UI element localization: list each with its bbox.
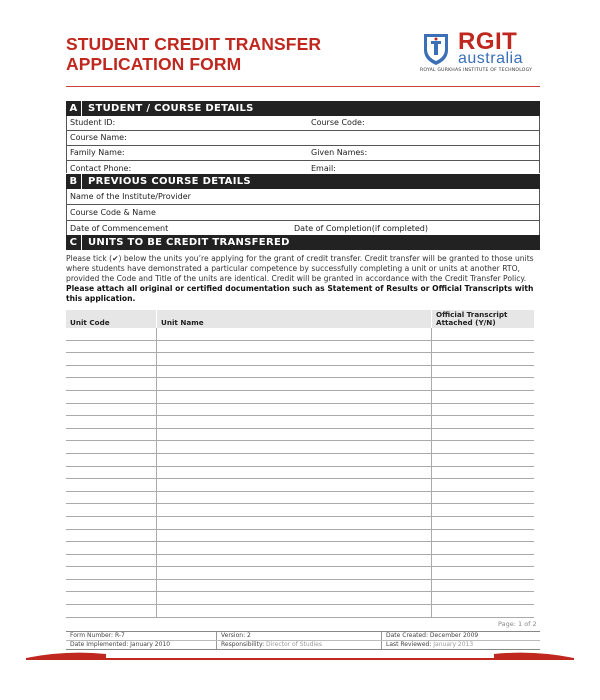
transcript-cell[interactable] [432, 365, 535, 378]
transcript-cell[interactable] [432, 453, 535, 466]
email-label: Email: [311, 164, 336, 173]
unit-name-cell[interactable] [157, 504, 432, 517]
table-row [66, 542, 534, 555]
logo-tagline: ROYAL GURKHAS INSTITUTE OF TECHNOLOGY [420, 68, 533, 73]
unit-name-cell[interactable] [157, 416, 432, 429]
unit-code-cell[interactable] [66, 428, 157, 441]
rgit-logo [420, 30, 540, 76]
instructions-bold-text: Please attach all original or certified documentation such as Statement of Results or Official Transcripts with this application. [66, 284, 534, 303]
table-row [66, 529, 534, 542]
section-c [66, 235, 540, 250]
unit-code-cell[interactable] [66, 403, 157, 416]
unit-code-cell[interactable] [66, 491, 157, 504]
contact-phone-row[interactable] [66, 161, 540, 173]
institute-label: Name of the Institute/Provider [70, 192, 191, 201]
units-table-body [66, 328, 534, 617]
logo-brand: RGIT [458, 28, 518, 55]
transcript-cell[interactable] [432, 542, 535, 555]
unit-code-cell[interactable] [66, 579, 157, 592]
section-a-letter: A [66, 101, 82, 116]
unit-code-cell[interactable] [66, 340, 157, 353]
unit-code-cell[interactable] [66, 466, 157, 479]
instructions-paragraph [66, 254, 540, 304]
unit-code-cell[interactable] [66, 567, 157, 580]
header-divider [66, 86, 540, 87]
instructions-text: Please tick (✔) below the units you’re applying for the grant of credit transfer. Credit transfer will be granted to those units where students have demonstrated a particular competence by successfully completing a unit or units at another RTO, provided the Code and Title of the units are identical. Credit will be granted in accordance with the Credit Transfer Policy. [66, 254, 534, 283]
family-name-row[interactable] [66, 146, 540, 161]
unit-name-cell[interactable] [157, 516, 432, 529]
section-b-header [66, 174, 540, 189]
section-b-letter: B [66, 174, 82, 189]
table-row [66, 592, 534, 605]
transcript-cell[interactable] [432, 567, 535, 580]
family-name-label: Family Name: [70, 148, 125, 157]
unit-code-cell[interactable] [66, 554, 157, 567]
student-id-label: Student ID: [70, 118, 116, 127]
unit-name-cell[interactable] [157, 328, 432, 340]
date-completion-label: Date of Completion(if completed) [294, 224, 429, 233]
unit-name-cell[interactable] [157, 365, 432, 378]
unit-name-cell[interactable] [157, 441, 432, 454]
responsibility-value: Director of Studies [266, 641, 322, 648]
unit-name-cell[interactable] [157, 378, 432, 391]
unit-code-cell[interactable] [66, 529, 157, 542]
course-name-label: Course Name: [70, 133, 127, 142]
form-title-line1: STUDENT CREDIT TRANSFER [66, 34, 322, 54]
unit-code-cell[interactable] [66, 479, 157, 492]
section-b [66, 174, 540, 237]
unit-name-cell[interactable] [157, 340, 432, 353]
unit-code-cell[interactable] [66, 353, 157, 366]
page-number: Page: 1 of 2 [498, 620, 537, 628]
given-names-label: Given Names: [311, 148, 368, 157]
unit-code-cell[interactable] [66, 441, 157, 454]
table-row [66, 605, 534, 618]
transcript-cell[interactable] [432, 592, 535, 605]
unit-code-cell[interactable] [66, 365, 157, 378]
course-code-name-label: Course Code & Name [70, 208, 156, 217]
footer-swoosh [26, 650, 574, 660]
footer-row [66, 632, 540, 640]
unit-name-cell[interactable] [157, 466, 432, 479]
transcript-cell[interactable] [432, 328, 535, 340]
last-reviewed-label: Last Reviewed: [386, 641, 432, 648]
transcript-header: Official Transcript Attached (Y/N) [432, 310, 535, 328]
table-row [66, 466, 534, 479]
section-a-header [66, 101, 540, 116]
institute-row[interactable] [66, 189, 540, 205]
section-c-letter: C [66, 235, 82, 250]
transcript-cell[interactable] [432, 504, 535, 517]
course-code-label: Course Code: [311, 118, 365, 127]
unit-name-cell[interactable] [157, 554, 432, 567]
table-row [66, 353, 534, 366]
transcript-cell[interactable] [432, 403, 535, 416]
responsibility [217, 641, 382, 649]
transcript-cell[interactable] [432, 353, 535, 366]
table-row [66, 328, 534, 340]
shield-icon [422, 32, 450, 66]
table-row [66, 390, 534, 403]
transcript-cell[interactable] [432, 466, 535, 479]
unit-name-cell[interactable] [157, 605, 432, 618]
unit-code-cell[interactable] [66, 453, 157, 466]
responsibility-label: Responsibility: [221, 641, 265, 648]
transcript-cell[interactable] [432, 554, 535, 567]
course-code-name-row[interactable] [66, 205, 540, 221]
unit-code-cell[interactable] [66, 378, 157, 391]
form-title [66, 34, 321, 74]
transcript-cell[interactable] [432, 529, 535, 542]
transcript-cell[interactable] [432, 491, 535, 504]
transcript-cell[interactable] [432, 378, 535, 391]
date-commencement-label: Date of Commencement [70, 224, 169, 233]
section-a-title: STUDENT / COURSE DETAILS [88, 103, 254, 114]
table-row [66, 365, 534, 378]
unit-code-cell[interactable] [66, 516, 157, 529]
unit-code-cell[interactable] [66, 542, 157, 555]
table-row [66, 453, 534, 466]
unit-code-cell[interactable] [66, 504, 157, 517]
transcript-cell[interactable] [432, 579, 535, 592]
table-row [66, 441, 534, 454]
transcript-cell[interactable] [432, 340, 535, 353]
section-b-title: PREVIOUS COURSE DETAILS [88, 176, 251, 187]
document-footer [66, 631, 540, 650]
table-row [66, 579, 534, 592]
unit-code-cell[interactable] [66, 605, 157, 618]
unit-name-cell[interactable] [157, 542, 432, 555]
unit-name-cell[interactable] [157, 353, 432, 366]
unit-code-cell[interactable] [66, 592, 157, 605]
table-row [66, 416, 534, 429]
unit-name-cell[interactable] [157, 479, 432, 492]
table-row [66, 479, 534, 492]
date-implemented: Date Implemented: January 2010 [66, 641, 217, 649]
last-reviewed [382, 641, 540, 649]
unit-name-cell[interactable] [157, 529, 432, 542]
table-row [66, 491, 534, 504]
transcript-cell[interactable] [432, 516, 535, 529]
transcript-cell[interactable] [432, 416, 535, 429]
unit-name-header: Unit Name [157, 310, 432, 328]
table-row [66, 340, 534, 353]
section-c-header [66, 235, 540, 250]
contact-phone-label: Contact Phone: [70, 164, 132, 173]
date-created: Date Created: December 2009 [386, 632, 479, 639]
units-table [66, 310, 534, 618]
table-row [66, 403, 534, 416]
table-row [66, 516, 534, 529]
form-title-line2: APPLICATION FORM [66, 54, 242, 74]
student-id-row[interactable] [66, 116, 540, 131]
unit-name-cell[interactable] [157, 579, 432, 592]
table-row [66, 378, 534, 391]
transcript-cell[interactable] [432, 390, 535, 403]
unit-code-header: Unit Code [66, 310, 157, 328]
version: Version: 2 [217, 632, 382, 640]
unit-name-cell[interactable] [157, 567, 432, 580]
section-c-title: UNITS TO BE CREDIT TRANSFERED [88, 237, 290, 248]
table-row [66, 554, 534, 567]
course-name-row[interactable] [66, 131, 540, 146]
transcript-cell[interactable] [432, 428, 535, 441]
transcript-cell[interactable] [432, 605, 535, 618]
unit-code-cell[interactable] [66, 328, 157, 340]
unit-code-cell[interactable] [66, 416, 157, 429]
transcript-cell[interactable] [432, 441, 535, 454]
section-a [66, 101, 540, 173]
footer-row [66, 640, 540, 649]
unit-name-cell[interactable] [157, 453, 432, 466]
units-table-header [66, 310, 534, 328]
table-row [66, 428, 534, 441]
table-row [66, 504, 534, 517]
transcript-cell[interactable] [432, 479, 535, 492]
unit-code-cell[interactable] [66, 390, 157, 403]
unit-name-cell[interactable] [157, 592, 432, 605]
form-number: Form Number: R-7 [66, 632, 217, 640]
unit-name-cell[interactable] [157, 390, 432, 403]
unit-name-cell[interactable] [157, 428, 432, 441]
table-row [66, 567, 534, 580]
last-reviewed-value: January 2013 [433, 641, 474, 648]
unit-name-cell[interactable] [157, 491, 432, 504]
logo-subtitle: australia [458, 50, 523, 67]
unit-name-cell[interactable] [157, 403, 432, 416]
